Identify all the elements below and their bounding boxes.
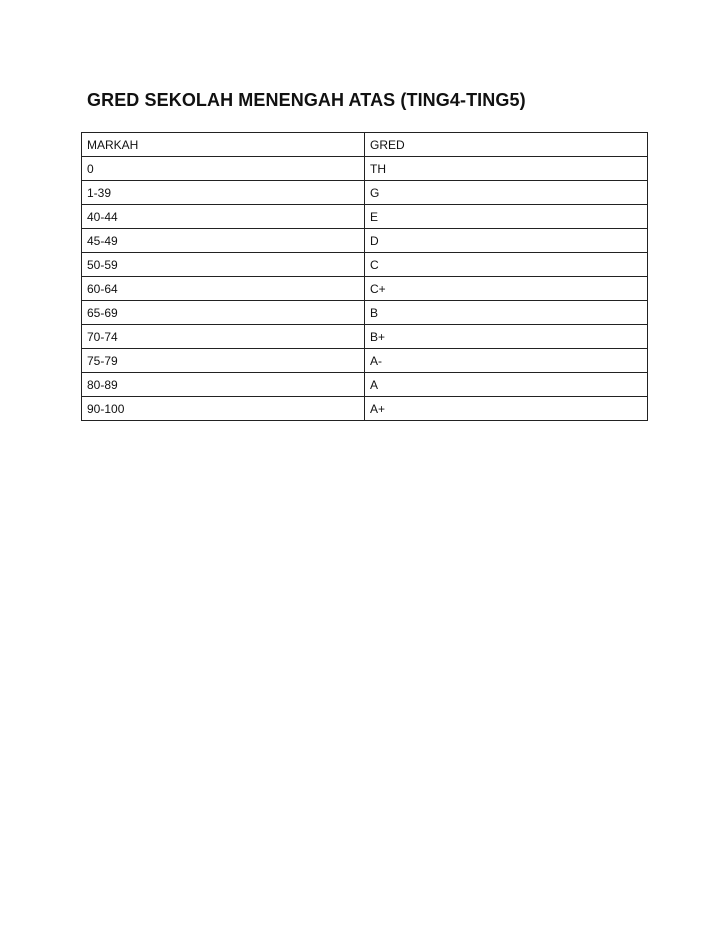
table-row — [82, 325, 648, 349]
gred-cell: D — [365, 229, 648, 253]
table-row — [82, 253, 648, 277]
table-row — [82, 397, 648, 421]
table-row — [82, 349, 648, 373]
table-row — [82, 229, 648, 253]
table-row — [82, 157, 648, 181]
header-gred: GRED — [365, 133, 648, 157]
gred-cell: B — [365, 301, 648, 325]
markah-cell: 80-89 — [82, 373, 365, 397]
gred-cell: TH — [365, 157, 648, 181]
gred-cell: A — [365, 373, 648, 397]
table-row — [82, 205, 648, 229]
page-title: GRED SEKOLAH MENENGAH ATAS (TING4-TING5) — [87, 90, 526, 110]
gred-cell: B+ — [365, 325, 648, 349]
gred-cell: E — [365, 205, 648, 229]
table-row — [82, 373, 648, 397]
markah-cell: 90-100 — [82, 397, 365, 421]
markah-cell: 45-49 — [82, 229, 365, 253]
markah-cell: 70-74 — [82, 325, 365, 349]
header-markah: MARKAH — [82, 133, 365, 157]
table-row — [82, 301, 648, 325]
gred-cell: C+ — [365, 277, 648, 301]
grade-table — [81, 132, 648, 421]
markah-cell: 50-59 — [82, 253, 365, 277]
gred-cell: A- — [365, 349, 648, 373]
markah-cell: 40-44 — [82, 205, 365, 229]
markah-cell: 75-79 — [82, 349, 365, 373]
markah-cell: 60-64 — [82, 277, 365, 301]
markah-cell: 1-39 — [82, 181, 365, 205]
markah-cell: 65-69 — [82, 301, 365, 325]
table-row — [82, 277, 648, 301]
markah-cell: 0 — [82, 157, 365, 181]
gred-cell: A+ — [365, 397, 648, 421]
table-header-row — [82, 133, 648, 157]
table-row — [82, 181, 648, 205]
gred-cell: G — [365, 181, 648, 205]
gred-cell: C — [365, 253, 648, 277]
